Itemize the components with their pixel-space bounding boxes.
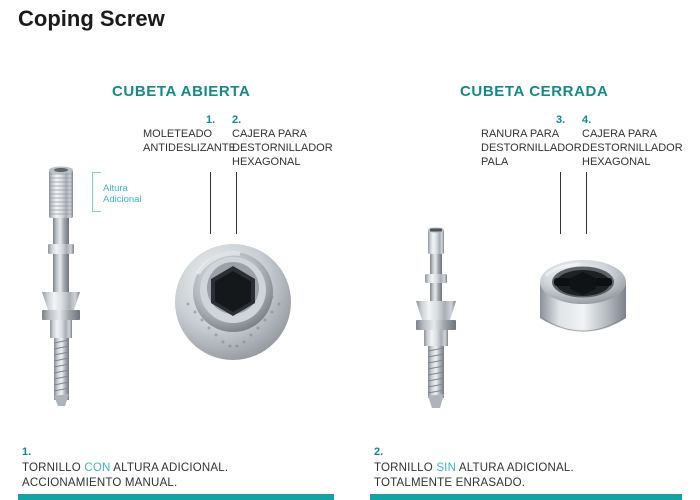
note-left-line1-pre: TORNILLO xyxy=(22,462,85,474)
callout-number-1: 1. xyxy=(206,114,216,126)
note-number-left: 1. xyxy=(22,446,32,458)
leader-line-3 xyxy=(560,172,561,234)
callout-text-4: CAJERA PARA DESTORNILLADOR HEXAGONAL xyxy=(582,128,683,168)
screw-closed-tray-illustration xyxy=(400,222,480,422)
callout-number-4: 4. xyxy=(582,114,592,126)
note-right-line2: TOTALMENTE ENRASADO. xyxy=(374,477,526,489)
callout-text-2: CAJERA PARA DESTORNILLADOR HEXAGONAL xyxy=(232,128,333,168)
panel-heading-open-tray: CUBETA ABIERTA xyxy=(112,83,251,100)
note-number-right: 2. xyxy=(374,446,384,458)
callout-number-3: 3. xyxy=(556,114,566,126)
altura-adicional-label: Altura Adicional xyxy=(103,183,142,205)
leader-line-2 xyxy=(236,172,237,234)
magnifier-open-tray-top-view xyxy=(168,234,298,364)
callout-text-1: MOLETEADO ANTIDESLIZANTE xyxy=(143,128,236,154)
footer-accent-bar-left xyxy=(18,494,334,500)
note-text-left xyxy=(22,461,342,491)
leader-line-4 xyxy=(586,172,587,234)
screw-open-tray-illustration xyxy=(28,160,108,420)
note-right-line1-post: ALTURA ADICIONAL. xyxy=(456,462,574,474)
magnifier-closed-tray-top-view xyxy=(518,234,648,364)
callout-number-2: 2. xyxy=(232,114,242,126)
note-text-right xyxy=(374,461,694,491)
footer-accent-bar-right xyxy=(370,494,682,500)
callout-text-3: RANURA PARA DESTORNILLADOR PALA xyxy=(481,128,582,168)
note-left-line2: ACCIONAMIENTO MANUAL. xyxy=(22,477,178,489)
note-right-line1-pre: TORNILLO xyxy=(374,462,437,474)
leader-line-1 xyxy=(210,172,211,234)
note-right-accent: SIN xyxy=(436,462,457,474)
note-left-line1-post: ALTURA ADICIONAL. xyxy=(110,462,229,474)
panel-heading-closed-tray: CUBETA CERRADA xyxy=(460,83,609,100)
page-title: Coping Screw xyxy=(18,6,165,31)
note-left-accent: CON xyxy=(84,462,111,474)
